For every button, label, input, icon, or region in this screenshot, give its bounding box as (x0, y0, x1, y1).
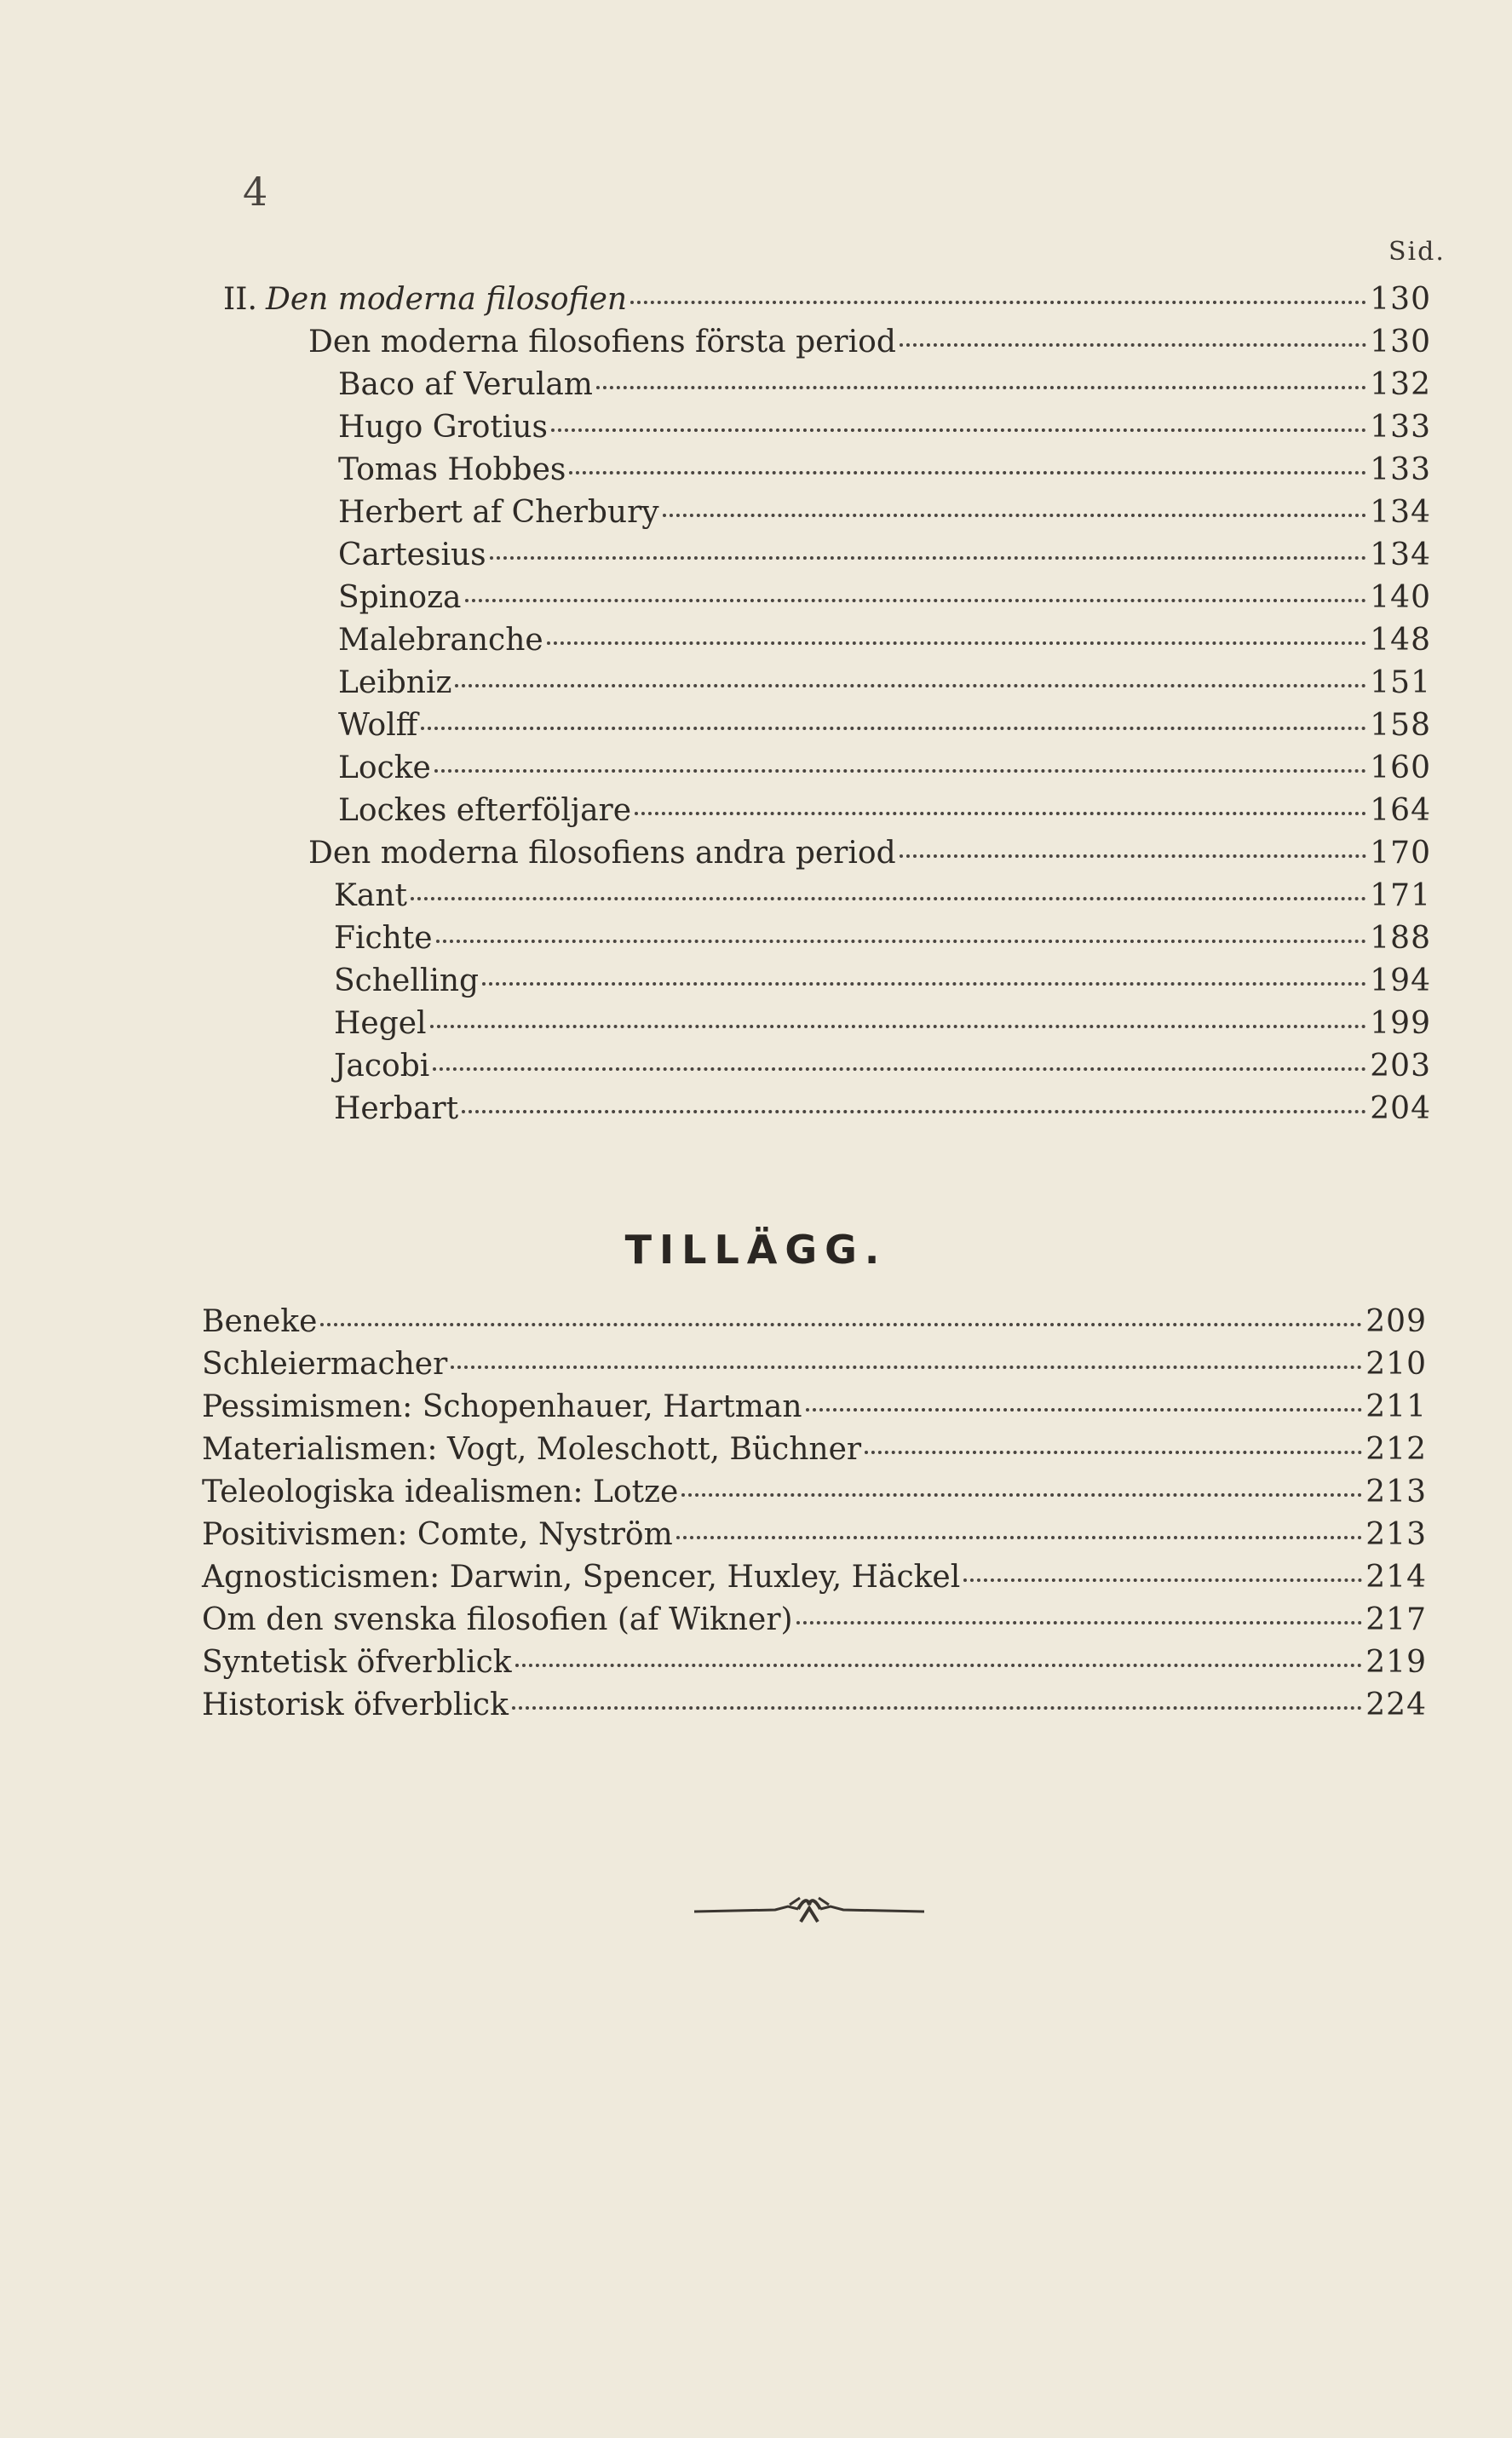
toc-entry (334, 1090, 1431, 1128)
toc-page-number: 188 (1370, 921, 1431, 956)
appendix-entry (202, 1474, 1427, 1511)
toc-entry-label: Kant (334, 878, 408, 913)
toc-entry-label: Tomas Hobbes (338, 452, 566, 487)
appendix-entry (202, 1601, 1427, 1639)
toc-section-heading (223, 281, 1431, 319)
toc-entry (334, 877, 1431, 915)
toc-entry (338, 409, 1431, 446)
toc-entry (334, 1005, 1431, 1043)
dot-leader (515, 1664, 1363, 1667)
toc-section-label (223, 281, 627, 319)
toc-entry-label: Jacobi (334, 1049, 430, 1084)
toc-entry-label: Om den svenska filosofien (af Wikner) (202, 1602, 793, 1637)
dot-leader (865, 1451, 1362, 1454)
appendix-entry (202, 1431, 1427, 1469)
dot-leader (421, 727, 1366, 730)
page-number: 4 (243, 169, 268, 215)
toc-page-number: 203 (1370, 1049, 1431, 1084)
toc-page-number: 140 (1370, 580, 1431, 615)
toc-page-number: 160 (1370, 750, 1431, 785)
toc-page-number: 134 (1370, 538, 1431, 572)
toc-page-number: 214 (1365, 1560, 1427, 1595)
toc-entry-label: Den moderna filosofiens andra period (308, 836, 896, 871)
toc-entry (338, 494, 1431, 532)
toc-entry-label: Materialismen: Vogt, Moleschott, Büchner (202, 1432, 862, 1467)
toc-entry (338, 451, 1431, 489)
toc-page-number: 171 (1370, 878, 1431, 913)
toc-page-number: 130 (1370, 325, 1431, 359)
toc-page-number: 148 (1370, 623, 1431, 658)
dot-leader (676, 1536, 1363, 1539)
toc-entry-label: Hegel (334, 1006, 427, 1041)
toc-entry (338, 537, 1431, 574)
dot-leader (635, 812, 1366, 815)
dot-leader (681, 1493, 1362, 1497)
toc-entry-label: Herbert af Cherbury (338, 495, 659, 530)
section-title: Den moderna filosofien (266, 282, 628, 317)
toc-page-number: 204 (1370, 1091, 1431, 1126)
appendix-entry (202, 1687, 1427, 1724)
toc-entry-label: Fichte (334, 921, 433, 956)
toc-entry-label: Malebranche (338, 623, 543, 658)
dot-leader (551, 428, 1366, 432)
toc-page-number: 164 (1370, 793, 1431, 828)
appendix-entry (202, 1516, 1427, 1554)
toc-entry (308, 835, 1431, 872)
toc-page-number: 211 (1365, 1389, 1427, 1424)
dot-leader (663, 514, 1367, 517)
toc-entry-label: Hugo Grotius (338, 410, 549, 445)
toc-entry (338, 750, 1431, 787)
toc-page-number: 134 (1370, 495, 1431, 530)
toc-entry-label: Lockes efterföljare (338, 793, 632, 828)
dot-leader (462, 1110, 1366, 1113)
toc-page-number: 151 (1370, 665, 1431, 700)
toc-entry-label: Schelling (334, 963, 480, 998)
dot-leader (900, 343, 1366, 347)
toc-page-number: 130 (1370, 282, 1431, 317)
dot-leader (436, 940, 1367, 943)
toc-entry-label: Wolff (338, 708, 418, 743)
dot-leader (434, 769, 1366, 773)
toc-page-number: 132 (1370, 367, 1431, 402)
toc-entry (338, 366, 1431, 404)
toc-page-number: 213 (1365, 1517, 1427, 1552)
toc-page-number: 209 (1365, 1304, 1427, 1339)
toc-entry (338, 707, 1431, 745)
toc-entry-label: Schleiermacher (202, 1347, 448, 1382)
toc-entry-label: Leibniz (338, 665, 452, 700)
dot-leader (630, 301, 1366, 304)
toc-entry (308, 324, 1431, 361)
dot-leader (900, 854, 1367, 858)
appendix-title: TILLÄGG. (624, 1227, 888, 1273)
toc-entry-label: Den moderna filosofiens första period (308, 325, 896, 359)
dot-leader (430, 1025, 1367, 1028)
toc-page-number: 133 (1370, 410, 1431, 445)
section-numeral: II. (223, 282, 257, 317)
toc-entry-label: Beneke (202, 1304, 318, 1339)
closing-ornament-icon (694, 1893, 924, 1927)
toc-entry-label: Pessimismen: Schopenhauer, Hartman (202, 1389, 802, 1424)
appendix-entry (202, 1303, 1427, 1341)
dot-leader (796, 1621, 1363, 1624)
appendix-entry (202, 1559, 1427, 1596)
toc-page-number: 158 (1370, 708, 1431, 743)
dot-leader (490, 556, 1367, 560)
toc-entry-label: Historisk öfverblick (202, 1688, 509, 1722)
appendix-entry (202, 1644, 1427, 1682)
toc-entry (338, 622, 1431, 659)
dot-leader (482, 982, 1366, 986)
dot-leader (547, 641, 1367, 645)
dot-leader (433, 1067, 1366, 1071)
toc-entry-label: Spinoza (338, 580, 462, 615)
dot-leader (596, 386, 1366, 389)
toc-entry (334, 920, 1431, 957)
toc-entry (338, 579, 1431, 617)
toc-page-number: 210 (1365, 1347, 1427, 1382)
dot-leader (411, 897, 1366, 900)
dot-leader (806, 1408, 1363, 1412)
toc-entry-label: Locke (338, 750, 431, 785)
toc-page-number: 217 (1365, 1602, 1427, 1637)
dot-leader (451, 1366, 1362, 1369)
appendix-entry (202, 1389, 1427, 1426)
dot-leader (320, 1323, 1362, 1326)
toc-entry (338, 792, 1431, 830)
toc-page-number: 194 (1370, 963, 1431, 998)
toc-entry (338, 664, 1431, 702)
toc-page-number: 212 (1365, 1432, 1427, 1467)
toc-entry-label: Syntetisk öfverblick (202, 1645, 512, 1680)
toc-entry-label: Herbart (334, 1091, 459, 1126)
dot-leader (569, 471, 1366, 474)
toc-entry (334, 963, 1431, 1000)
toc-entry-label: Agnosticismen: Darwin, Spencer, Huxley, Häckel (202, 1560, 961, 1595)
toc-entry-label: Baco af Verulam (338, 367, 593, 402)
appendix-entry (202, 1346, 1427, 1383)
toc-entry-label: Cartesius (338, 538, 486, 572)
page-column-header: Sid. (1388, 237, 1446, 267)
toc-entry-label: Teleologiska idealismen: Lotze (202, 1475, 679, 1509)
dot-leader (963, 1578, 1362, 1582)
dot-leader (455, 684, 1366, 687)
toc-page-number: 213 (1365, 1475, 1427, 1509)
toc-entry-label: Positivismen: Comte, Nyström (202, 1517, 673, 1552)
dot-leader (512, 1706, 1362, 1710)
toc-page-number: 224 (1365, 1688, 1427, 1722)
toc-entry (334, 1048, 1431, 1085)
toc-page-number: 199 (1370, 1006, 1431, 1041)
toc-page-number: 170 (1370, 836, 1431, 871)
toc-page-number: 133 (1370, 452, 1431, 487)
toc-page-number: 219 (1365, 1645, 1427, 1680)
dot-leader (465, 599, 1367, 602)
